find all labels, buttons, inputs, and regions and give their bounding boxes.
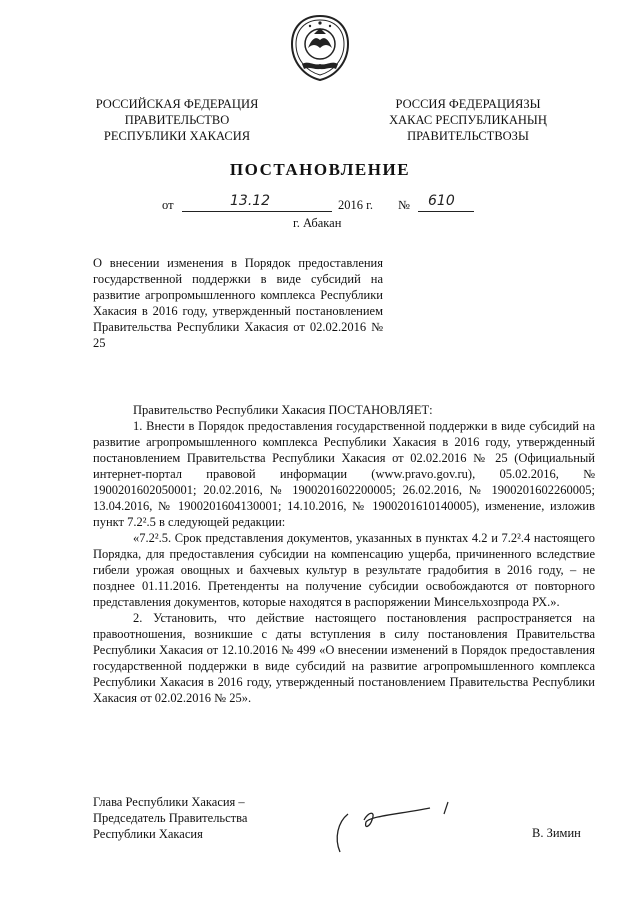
handwritten-signature (320, 800, 460, 860)
date-number-line (162, 193, 492, 218)
header-right-line: ПРАВИТЕЛЬСТВОЗЫ (407, 129, 529, 143)
signatory-position (93, 794, 247, 842)
date-underline (182, 211, 332, 212)
signatory-position-line: Республики Хакасия (93, 827, 203, 841)
handwritten-date: 13.12 (230, 193, 271, 209)
header-left-line: РОССИЙСКАЯ ФЕДЕРАЦИЯ (95, 97, 259, 111)
handwritten-number: 610 (428, 193, 455, 209)
number-label: № (398, 198, 410, 212)
header-right-line: ХАКАС РЕСПУБЛИКАНЫҢ (389, 113, 547, 127)
from-label: от (162, 198, 174, 212)
year-label: 2016 г. (338, 198, 373, 212)
city-label: г. Абакан (293, 216, 342, 230)
header-right-block (368, 96, 568, 144)
header-right-line: РОССИЯ ФЕДЕРАЦИЯЗЫ (395, 97, 541, 111)
document-body (93, 402, 595, 706)
header-left-line: ПРАВИТЕЛЬСТВО (124, 113, 230, 127)
body-paragraph: «7.2².5. Срок представления документов, указанных в пунктах 4.2 и 7.2².4 настоящего Порядка, для предоставления субсидии на компенсацию ущерба, причиненного вследствие гибели урожая овощных и бахчевых культур в результате градобития в 2016 году, – не позднее 01.11.2016. Претенденты на получение субсидии освобождаются от повторного представления документов, которые находятся в распоряжении Минсельхозпрода РХ.». (93, 531, 595, 609)
body-paragraph: 1. Внести в Порядок предоставления государственной поддержки в виде субсидий на развитие агропромышленного комплекса Республики Хакасия в 2016 году, утвержденный постановлением Правительства Республики Хакасия от 02.02.2016 № 25 (Официальный интернет-портал правовой информации (www.pravo.gov.ru), 05.02.2016, № 1900201602050001; 20.02.2016, № 1900201602200005; 26.02.2016, № 1900201602260005; 13.04.2016, № 1900201604130001; 14.10.2016, № 1900201610140005), изменение, изложив пункт 7.2².5 в следующей редакции: (93, 419, 595, 529)
document-subject: О внесении изменения в Порядок предоставления государственной поддержки в виде субсидий на развитие агропромышленного комплекса Республики Хакасия в 2016 году, утвержденный постановлением Правительства Республики Хакасия от 02.02.2016 № 25 (93, 256, 383, 350)
signatory-position-line: Председатель Правительства (93, 811, 248, 825)
header-left-line: РЕСПУБЛИКИ ХАКАСИЯ (103, 129, 251, 143)
number-underline (418, 211, 474, 212)
body-paragraph: 2. Установить, что действие настоящего постановления распространяется на правоотношения, возникшие с даты вступления в силу постановления Правительства Республики Хакасия от 12.10.2016 № 499 «О внесении изменений в Порядок предоставления государственной поддержки в виде субсидий на развитие агропромышленного комплекса Республики Хакасия в 2016 году, утвержденный постановлением Правительства Республики Хакасия от 02.02.2016 № 25». (93, 611, 595, 705)
signatory-position-line: Глава Республики Хакасия – (93, 795, 245, 809)
signatory-name: В. Зимин (532, 826, 581, 840)
header-left-block (82, 96, 272, 144)
body-paragraph: Правительство Республики Хакасия ПОСТАНОВЛЯЕТ: (133, 403, 433, 417)
document-title: ПОСТАНОВЛЕНИЕ (229, 160, 411, 179)
coat-of-arms-emblem (288, 14, 352, 82)
